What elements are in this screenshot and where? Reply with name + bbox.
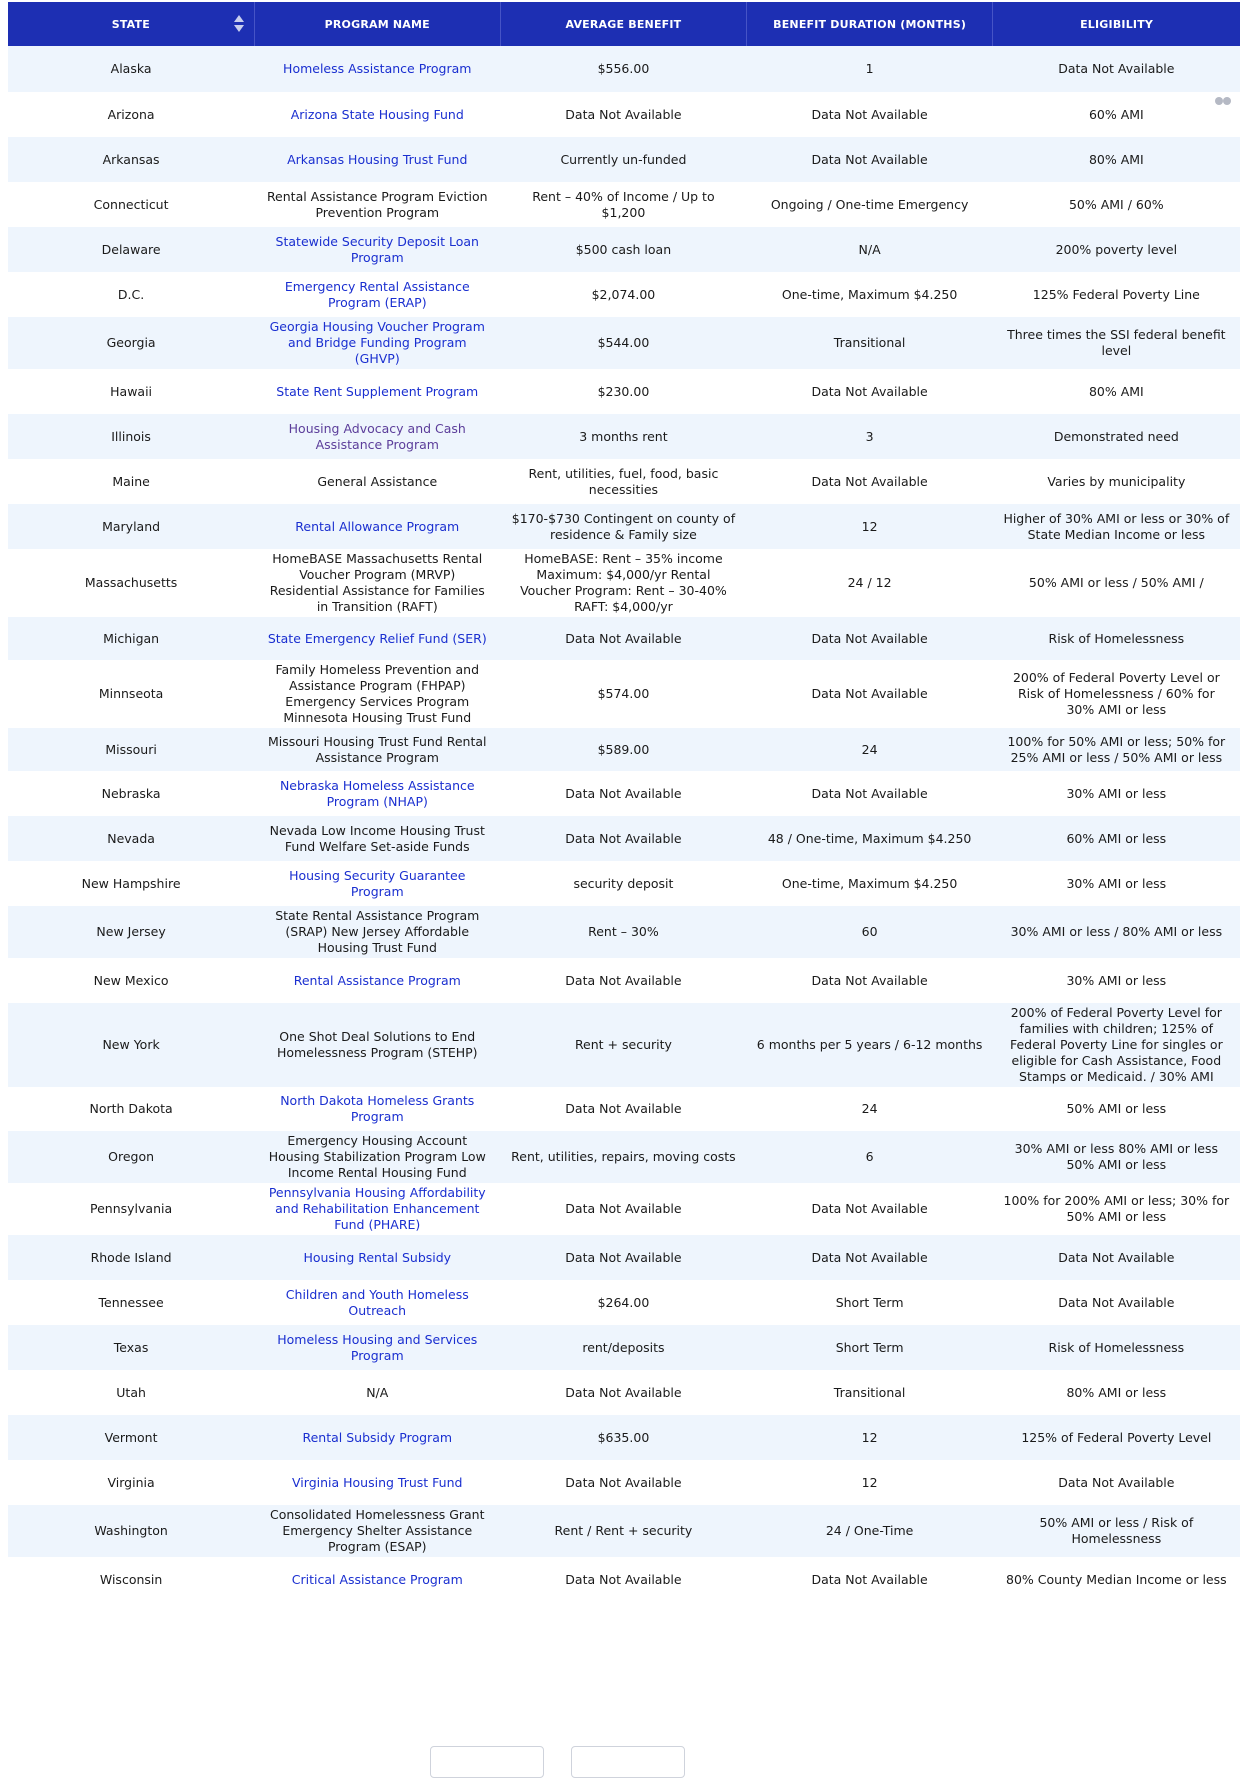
benefit-duration-cell: 24 <box>747 728 993 771</box>
state-cell: Nevada <box>8 816 254 861</box>
state-cell: New Hampshire <box>8 861 254 906</box>
benefit-duration-cell: Data Not Available <box>747 1557 993 1602</box>
average-benefit-cell: Data Not Available <box>500 771 746 816</box>
program-cell <box>254 137 500 182</box>
eligibility-cell: Data Not Available <box>993 1235 1240 1280</box>
program-name-text: Consolidated Homelessness Grant Emergency Shelter Assistance Program (ESAP) <box>269 1507 485 1554</box>
column-header-program-name[interactable]: PROGRAM NAME <box>254 2 500 46</box>
column-header-average-benefit[interactable]: AVERAGE BENEFIT <box>500 2 746 46</box>
benefit-duration-cell: Data Not Available <box>747 1183 993 1235</box>
benefit-duration-cell: Data Not Available <box>747 1235 993 1280</box>
eligibility-cell: 50% AMI / 60% <box>993 182 1240 227</box>
average-benefit-cell: $170-$730 Contingent on county of residence & Family size <box>500 504 746 549</box>
state-cell: Washington <box>8 1505 254 1557</box>
eligibility-cell: 125% of Federal Poverty Level <box>993 1415 1240 1460</box>
average-benefit-cell: Data Not Available <box>500 617 746 660</box>
table-row <box>8 1235 1240 1280</box>
state-cell: Arkansas <box>8 137 254 182</box>
state-cell: Maine <box>8 459 254 504</box>
benefit-duration-cell: 12 <box>747 1415 993 1460</box>
table-row <box>8 958 1240 1003</box>
average-benefit-cell: Rent – 30% <box>500 906 746 958</box>
eligibility-cell: 30% AMI or less 80% AMI or less 50% AMI or less <box>993 1131 1240 1183</box>
benefit-duration-cell: Data Not Available <box>747 958 993 1003</box>
average-benefit-cell: Currently un-funded <box>500 137 746 182</box>
state-cell: Missouri <box>8 728 254 771</box>
state-cell: Illinois <box>8 414 254 459</box>
state-cell: Arizona <box>8 92 254 137</box>
program-cell <box>254 92 500 137</box>
eligibility-cell: 30% AMI or less <box>993 958 1240 1003</box>
column-header-state[interactable]: STATE <box>8 2 254 46</box>
program-cell <box>254 1087 500 1131</box>
eligibility-cell: 30% AMI or less / 80% AMI or less <box>993 906 1240 958</box>
benefit-duration-cell: One-time, Maximum $4.250 <box>747 272 993 317</box>
table-row <box>8 272 1240 317</box>
table-row <box>8 369 1240 414</box>
eligibility-cell: 200% of Federal Poverty Level or Risk of Homelessness / 60% for 30% AMI or less <box>993 660 1240 728</box>
state-cell: Utah <box>8 1370 254 1415</box>
table-row <box>8 771 1240 816</box>
benefit-duration-cell: Data Not Available <box>747 660 993 728</box>
eligibility-cell: Risk of Homelessness <box>993 617 1240 660</box>
table-row <box>8 1557 1240 1602</box>
state-cell: Pennsylvania <box>8 1183 254 1235</box>
average-benefit-cell: Data Not Available <box>500 1183 746 1235</box>
program-cell <box>254 771 500 816</box>
state-cell: Hawaii <box>8 369 254 414</box>
program-cell <box>254 272 500 317</box>
program-cell <box>254 1003 500 1087</box>
program-cell <box>254 182 500 227</box>
average-benefit-cell: rent/deposits <box>500 1325 746 1370</box>
program-cell <box>254 1557 500 1602</box>
program-cell <box>254 1415 500 1460</box>
table-row <box>8 660 1240 728</box>
table-row <box>8 1325 1240 1370</box>
benefit-duration-cell: 1 <box>747 46 993 92</box>
state-cell: Rhode Island <box>8 1235 254 1280</box>
benefit-duration-cell: 24 / One-Time <box>747 1505 993 1557</box>
program-cell <box>254 816 500 861</box>
eligibility-cell: 60% AMI <box>993 92 1240 137</box>
state-cell: Connecticut <box>8 182 254 227</box>
program-name-text: Nevada Low Income Housing Trust Fund Welfare Set-aside Funds <box>269 822 485 854</box>
average-benefit-cell: Data Not Available <box>500 92 746 137</box>
program-link[interactable]: Homeless Housing and Services Program <box>277 1331 478 1363</box>
program-link[interactable]: Housing Rental Subsidy <box>303 1249 452 1265</box>
program-name-text: Rental Assistance Program Eviction Prevention Program <box>266 188 488 220</box>
eligibility-cell: 80% County Median Income or less <box>993 1557 1240 1602</box>
table-row <box>8 906 1240 958</box>
table-row <box>8 1460 1240 1505</box>
program-link[interactable]: Georgia Housing Voucher Program and Bridge Funding Program (GHVP) <box>269 319 485 366</box>
eligibility-cell: 50% AMI or less / 50% AMI / <box>993 549 1240 617</box>
table-row <box>8 816 1240 861</box>
pagination-next-button[interactable] <box>571 1746 685 1778</box>
program-link[interactable]: Virginia Housing Trust Fund <box>292 1474 463 1490</box>
program-link[interactable]: Arkansas Housing Trust Fund <box>287 151 468 167</box>
average-benefit-cell: $589.00 <box>500 728 746 771</box>
state-cell: Tennessee <box>8 1280 254 1325</box>
program-cell <box>254 1131 500 1183</box>
program-cell <box>254 1460 500 1505</box>
benefit-duration-cell: Data Not Available <box>747 617 993 660</box>
state-cell: Texas <box>8 1325 254 1370</box>
eligibility-cell: Varies by municipality <box>993 459 1240 504</box>
state-cell: New Jersey <box>8 906 254 958</box>
table-row <box>8 227 1240 272</box>
table-row <box>8 1415 1240 1460</box>
state-cell: Michigan <box>8 617 254 660</box>
state-cell: D.C. <box>8 272 254 317</box>
average-benefit-cell: security deposit <box>500 861 746 906</box>
table-row <box>8 1183 1240 1235</box>
program-cell <box>254 958 500 1003</box>
program-cell <box>254 227 500 272</box>
state-cell: New Mexico <box>8 958 254 1003</box>
average-benefit-cell: Data Not Available <box>500 1235 746 1280</box>
program-cell <box>254 1235 500 1280</box>
table-row <box>8 459 1240 504</box>
table-row <box>8 504 1240 549</box>
table-row <box>8 182 1240 227</box>
benefit-duration-cell: 12 <box>747 504 993 549</box>
program-link[interactable]: State Rent Supplement Program <box>276 383 479 399</box>
program-name-text: General Assistance <box>317 473 438 489</box>
program-link[interactable]: Rental Subsidy Program <box>302 1429 453 1445</box>
program-cell <box>254 660 500 728</box>
state-cell: Virginia <box>8 1460 254 1505</box>
program-link[interactable]: Arizona State Housing Fund <box>290 106 464 122</box>
table-row <box>8 1087 1240 1131</box>
table-row <box>8 414 1240 459</box>
state-cell: Wisconsin <box>8 1557 254 1602</box>
table-row <box>8 1505 1240 1557</box>
eligibility-cell: Demonstrated need <box>993 414 1240 459</box>
program-link[interactable]: Homeless Assistance Program <box>283 61 472 76</box>
state-cell: Vermont <box>8 1415 254 1460</box>
average-benefit-cell: Data Not Available <box>500 816 746 861</box>
eligibility-cell: Data Not Available <box>993 1460 1240 1505</box>
program-cell <box>254 1280 500 1325</box>
program-cell <box>254 617 500 660</box>
table-row <box>8 46 1240 92</box>
table-row <box>8 92 1240 137</box>
table-row <box>8 1280 1240 1325</box>
program-link[interactable]: Rental Assistance Program <box>293 972 461 988</box>
average-benefit-cell: Data Not Available <box>500 1557 746 1602</box>
program-link[interactable]: Critical Assistance Program <box>291 1571 463 1587</box>
program-cell <box>254 728 500 771</box>
benefit-duration-cell: N/A <box>747 227 993 272</box>
table-row <box>8 1370 1240 1415</box>
eligibility-cell: 60% AMI or less <box>993 816 1240 861</box>
program-cell <box>254 369 500 414</box>
program-cell <box>254 549 500 617</box>
benefit-duration-cell: One-time, Maximum $4.250 <box>747 861 993 906</box>
eligibility-cell: 80% AMI <box>993 137 1240 182</box>
program-link[interactable]: North Dakota Homeless Grants Program <box>280 1093 475 1124</box>
program-name-text: Emergency Housing Account Housing Stabilization Program Low Income Rental Housing Fund <box>268 1133 486 1180</box>
average-benefit-cell: Rent – 40% of Income / Up to $1,200 <box>500 182 746 227</box>
program-name-text: State Rental Assistance Program (SRAP) New Jersey Affordable Housing Trust Fund <box>275 908 480 955</box>
benefit-duration-cell: Short Term <box>747 1280 993 1325</box>
average-benefit-cell: Data Not Available <box>500 1460 746 1505</box>
average-benefit-cell: Rent, utilities, fuel, food, basic necessities <box>500 459 746 504</box>
eligibility-cell: 125% Federal Poverty Line <box>993 272 1240 317</box>
programs-table <box>8 2 1240 1602</box>
benefit-duration-cell: 48 / One-time, Maximum $4.250 <box>747 816 993 861</box>
eligibility-cell: Data Not Available <box>993 1280 1240 1325</box>
eligibility-cell: Higher of 30% AMI or less or 30% of State Median Income or less <box>993 504 1240 549</box>
benefit-duration-cell: 6 <box>747 1131 993 1183</box>
eligibility-cell: 100% for 200% AMI or less; 30% for 50% AMI or less <box>993 1183 1240 1235</box>
benefit-duration-cell: Transitional <box>747 317 993 369</box>
benefit-duration-cell: 6 months per 5 years / 6-12 months <box>747 1003 993 1087</box>
program-link[interactable]: Housing Advocacy and Cash Assistance Program <box>288 420 466 452</box>
table-row <box>8 617 1240 660</box>
program-link[interactable]: State Emergency Relief Fund (SER) <box>267 630 487 646</box>
average-benefit-cell: Rent / Rent + security <box>500 1505 746 1557</box>
benefit-duration-cell: Short Term <box>747 1325 993 1370</box>
program-cell <box>254 1505 500 1557</box>
program-name-text: Missouri Housing Trust Fund Rental Assistance Program <box>268 733 487 765</box>
programs-table-container <box>8 2 1240 1602</box>
state-cell: Delaware <box>8 227 254 272</box>
table-row <box>8 549 1240 617</box>
benefit-duration-cell: Data Not Available <box>747 771 993 816</box>
program-cell <box>254 317 500 369</box>
average-benefit-cell: Data Not Available <box>500 1370 746 1415</box>
table-row <box>8 728 1240 771</box>
program-cell <box>254 1183 500 1235</box>
average-benefit-cell: $635.00 <box>500 1415 746 1460</box>
program-cell <box>254 504 500 549</box>
benefit-duration-cell: 3 <box>747 414 993 459</box>
table-row <box>8 1003 1240 1087</box>
program-link[interactable]: Pennsylvania Housing Affordability and Rehabilitation Enhancement Fund (PHARE) <box>268 1185 486 1232</box>
average-benefit-cell: $556.00 <box>500 46 746 92</box>
average-benefit-cell: $264.00 <box>500 1280 746 1325</box>
eligibility-cell: 200% poverty level <box>993 227 1240 272</box>
average-benefit-cell: $544.00 <box>500 317 746 369</box>
average-benefit-cell: $574.00 <box>500 660 746 728</box>
program-cell <box>254 459 500 504</box>
benefit-duration-cell: 12 <box>747 1460 993 1505</box>
benefit-duration-cell: Data Not Available <box>747 369 993 414</box>
program-name-text: HomeBASE Massachusetts Rental Voucher Program (MRVP) Residential Assistance for Families in Transition (RAFT) <box>269 551 485 614</box>
benefit-duration-cell: Transitional <box>747 1370 993 1415</box>
state-cell: North Dakota <box>8 1087 254 1131</box>
average-benefit-cell: Rent + security <box>500 1003 746 1087</box>
program-cell <box>254 414 500 459</box>
program-cell <box>254 906 500 958</box>
average-benefit-cell: 3 months rent <box>500 414 746 459</box>
program-name-text: Family Homeless Prevention and Assistance Program (FHPAP) Emergency Services Program Minnesota Housing Trust Fund <box>275 662 480 725</box>
program-link[interactable]: Emergency Rental Assistance Program (ERAP) <box>284 278 470 310</box>
program-link[interactable]: Housing Security Guarantee Program <box>289 867 466 899</box>
average-benefit-cell: HomeBASE: Rent – 35% income Maximum: $4,000/yr Rental Voucher Program: Rent – 30-40% RAFT: $4,000/yr <box>500 549 746 617</box>
state-cell: Nebraska <box>8 771 254 816</box>
sort-icon[interactable] <box>234 15 244 33</box>
average-benefit-cell: Data Not Available <box>500 958 746 1003</box>
average-benefit-cell: $2,074.00 <box>500 272 746 317</box>
program-link[interactable]: Nebraska Homeless Assistance Program (NHAP) <box>279 777 475 809</box>
eligibility-cell: 30% AMI or less <box>993 861 1240 906</box>
table-header-row <box>8 2 1240 46</box>
average-benefit-cell: $230.00 <box>500 369 746 414</box>
table-row <box>8 137 1240 182</box>
state-cell: Maryland <box>8 504 254 549</box>
eligibility-cell: Risk of Homelessness <box>993 1325 1240 1370</box>
eligibility-cell: Three times the SSI federal benefit level <box>993 317 1240 369</box>
program-name-text: N/A <box>366 1384 389 1400</box>
program-cell <box>254 1370 500 1415</box>
state-cell: Georgia <box>8 317 254 369</box>
benefit-duration-cell: Data Not Available <box>747 137 993 182</box>
average-benefit-cell: Rent, utilities, repairs, moving costs <box>500 1131 746 1183</box>
program-cell <box>254 861 500 906</box>
eligibility-cell: 80% AMI <box>993 369 1240 414</box>
state-cell: New York <box>8 1003 254 1087</box>
benefit-duration-cell: 24 <box>747 1087 993 1131</box>
eligibility-cell: 50% AMI or less / Risk of Homelessness <box>993 1505 1240 1557</box>
eligibility-cell: 50% AMI or less <box>993 1087 1240 1131</box>
eligibility-cell: Data Not Available <box>993 46 1240 92</box>
state-cell: Minnseota <box>8 660 254 728</box>
table-row <box>8 317 1240 369</box>
state-cell: Oregon <box>8 1131 254 1183</box>
program-link[interactable]: Rental Allowance Program <box>295 518 460 534</box>
benefit-duration-cell: Ongoing / One-time Emergency <box>747 182 993 227</box>
program-link[interactable]: Statewide Security Deposit Loan Program <box>275 233 479 265</box>
average-benefit-cell: Data Not Available <box>500 1087 746 1131</box>
state-cell: Massachusetts <box>8 549 254 617</box>
benefit-duration-cell: 24 / 12 <box>747 549 993 617</box>
column-header-benefit-duration[interactable]: BENEFIT DURATION (MONTHS) <box>747 2 993 46</box>
table-row <box>8 861 1240 906</box>
scroll-hint-icon <box>1215 97 1233 105</box>
program-cell <box>254 1325 500 1370</box>
benefit-duration-cell: 60 <box>747 906 993 958</box>
state-cell: Alaska <box>8 46 254 92</box>
program-cell <box>254 46 500 92</box>
eligibility-cell: 200% of Federal Poverty Level for families with children; 125% of Federal Poverty Line for singles or eligible for Cash Assistance, Food Stamps or Medicaid. / 30% AMI <box>993 1003 1240 1087</box>
table-row <box>8 1131 1240 1183</box>
pagination-previous-button[interactable] <box>430 1746 544 1778</box>
eligibility-cell: 100% for 50% AMI or less; 50% for 25% AMI or less / 50% AMI or less <box>993 728 1240 771</box>
program-link[interactable]: Children and Youth Homeless Outreach <box>285 1286 469 1318</box>
eligibility-cell: 30% AMI or less <box>993 771 1240 816</box>
program-name-text: One Shot Deal Solutions to End Homelessness Program (STEHP) <box>276 1029 478 1060</box>
average-benefit-cell: $500 cash loan <box>500 227 746 272</box>
benefit-duration-cell: Data Not Available <box>747 459 993 504</box>
column-header-eligibility[interactable]: ELIGIBILITY <box>993 2 1240 46</box>
eligibility-cell: 80% AMI or less <box>993 1370 1240 1415</box>
benefit-duration-cell: Data Not Available <box>747 92 993 137</box>
